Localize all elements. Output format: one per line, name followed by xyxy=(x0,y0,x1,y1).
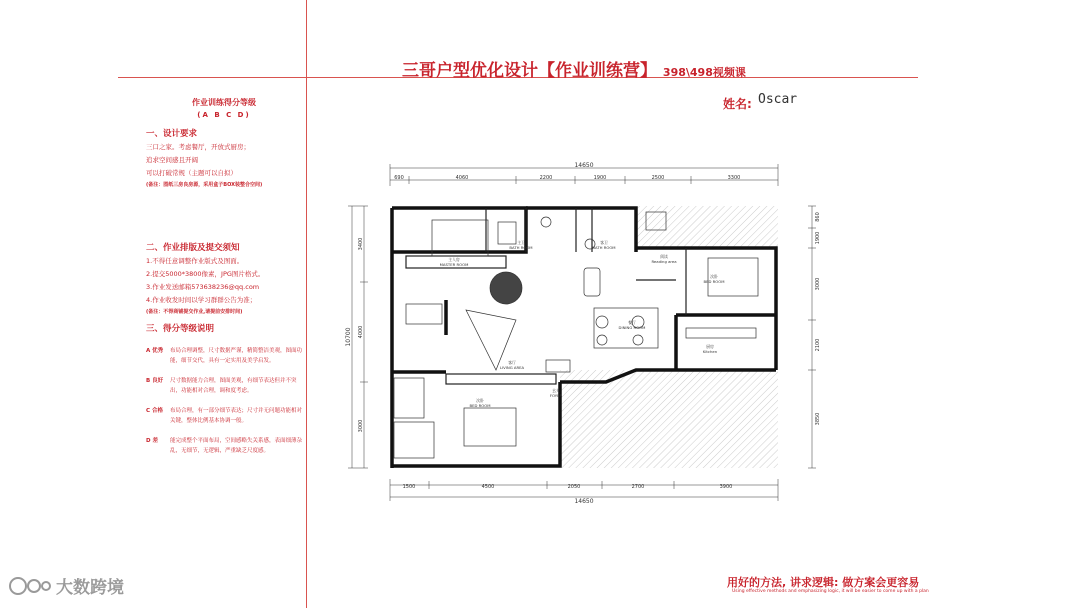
watermark-text: 大数跨境 xyxy=(56,577,124,598)
submission-line: 3.作业发送邮箱573638236@qq.com xyxy=(146,283,260,291)
dim-right: 860 xyxy=(815,212,821,222)
requirement-line: 三口之家。考虑餐厅，开放式厨房； xyxy=(146,143,250,151)
title-main: 三哥户型优化设计【作业训练营】 xyxy=(402,61,657,81)
submission-line: 1.不得任意调整作业版式及图面。 xyxy=(146,257,244,265)
grade-key: D 差 xyxy=(146,438,158,444)
floor-plan xyxy=(346,160,836,505)
dim-right: 3850 xyxy=(815,412,821,426)
dim-left: 3400 xyxy=(358,237,364,251)
dim-top: 4060 xyxy=(455,175,469,181)
room-label: 客卫 xyxy=(600,240,608,245)
requirement-line: 追求空间感且开阔 xyxy=(146,156,198,164)
room-label: 厨房 xyxy=(706,344,714,349)
dim-top: 690 xyxy=(394,175,404,181)
grade-heading: 作业训练得分等级 xyxy=(192,98,256,107)
dim-right: 3000 xyxy=(815,277,821,291)
grade-desc: 布局合理调整，尺寸数据严谨，精简整洁美观，图面功能，细节交代，具有一定实用及美学启发。 xyxy=(170,348,303,364)
dim-top: 2200 xyxy=(539,175,553,181)
room-label-en: DINING ROOM xyxy=(618,325,646,330)
name-label: 姓名: xyxy=(723,97,752,111)
room-label-en: BATH ROOM xyxy=(509,245,533,250)
dim-left: 10700 xyxy=(345,327,352,347)
room-label-en: Reading area xyxy=(651,259,677,264)
room-label: 次卧 xyxy=(476,398,484,403)
room-label-en: MASTER ROOM xyxy=(439,262,469,267)
grade-desc: 能完成整个平面布局，空间感略失关系感，表面细薄杂乱，无细节，无逻辑，严重缺乏尺度感。 xyxy=(170,438,303,454)
grade-list: (A B C D) xyxy=(197,111,251,119)
grade-desc: 布局合理，有一部分细节表达；尺寸并无问题功能相对关键，整体比例基本协调一般。 xyxy=(170,408,303,424)
room-label-en: LIVING AREA xyxy=(499,365,525,370)
dim-bottom: 2700 xyxy=(631,484,645,490)
dim-bottom: 1500 xyxy=(402,484,416,490)
dim-bottom: 4500 xyxy=(481,484,495,490)
dim-bottom-total: 14650 xyxy=(574,498,594,505)
room-label-en: BED ROOM xyxy=(469,403,491,408)
footer-slogan-en: Using effective methods and emphasizing logic, it will be easier to come up with a plan xyxy=(732,589,929,594)
section-design-requirements: 一、设计要求 xyxy=(146,129,198,139)
room-label-en: BATH ROOM xyxy=(592,245,616,250)
requirement-line: 可以打破常规（主题可以自拟） xyxy=(146,169,237,177)
footer-slogan: 用好的方法, 讲求逻辑: 做方案会更容易 xyxy=(727,576,920,589)
room-label: 玄关 xyxy=(552,388,560,393)
dim-left: 3000 xyxy=(358,419,364,433)
room-label-en: FOYER xyxy=(549,393,563,398)
title-sub: 398\498视频课 xyxy=(662,66,746,79)
vertical-rule xyxy=(306,0,307,608)
dim-right: 1900 xyxy=(815,231,821,245)
submission-line: 2.提交5000*3800像素，JPG图片格式。 xyxy=(146,270,265,278)
submission-line: 4.作业收发时间以学习群群公告为准； xyxy=(146,296,257,304)
student-name: Oscar xyxy=(758,92,798,107)
dim-top: 1900 xyxy=(593,175,607,181)
dim-top: 2500 xyxy=(651,175,665,181)
dim-bottom: 3900 xyxy=(719,484,733,490)
room-label: 客厅 xyxy=(508,360,516,365)
room-label: 次卧 xyxy=(710,274,718,279)
room-label: 主人房 xyxy=(448,257,460,262)
grade-row xyxy=(146,376,302,396)
grade-row xyxy=(146,346,302,366)
watermark-logo-icon xyxy=(8,572,52,598)
dim-right: 2100 xyxy=(815,338,821,352)
room-label-en: BED ROOM xyxy=(703,279,725,284)
grade-key: C 合格 xyxy=(146,408,163,414)
room-label: 餐厅 xyxy=(628,320,636,325)
grade-key: B 良好 xyxy=(146,378,164,384)
room-label: 主卫 xyxy=(517,240,525,245)
room-label-en: Kitchen xyxy=(702,349,718,354)
submission-note: (备注：不得商铺提交作业,请提前安排时间) xyxy=(146,309,243,315)
watermark xyxy=(8,572,124,598)
section-grading: 三、得分等级说明 xyxy=(146,324,215,334)
dim-top-total: 14650 xyxy=(574,162,594,169)
page-title xyxy=(402,56,746,81)
section-submission: 二、作业排版及提交须知 xyxy=(146,243,240,253)
grade-desc: 尺寸数据能力合理，图面美观，有细节表达但并不突出，功能相对合理，调和度考虑。 xyxy=(170,378,297,394)
room-label: 阅读 xyxy=(660,254,668,259)
dim-bottom: 2050 xyxy=(567,484,581,490)
requirements-panel xyxy=(146,96,302,456)
grade-row xyxy=(146,436,302,456)
dim-top: 3300 xyxy=(727,175,741,181)
grade-row xyxy=(146,406,302,426)
requirement-note: (备注：图纸三房良房源，采用盒子BOX装整合空间) xyxy=(146,182,263,188)
dim-left: 4000 xyxy=(358,325,364,339)
grade-key: A 优秀 xyxy=(146,348,164,354)
terrace-hatch xyxy=(560,370,778,468)
